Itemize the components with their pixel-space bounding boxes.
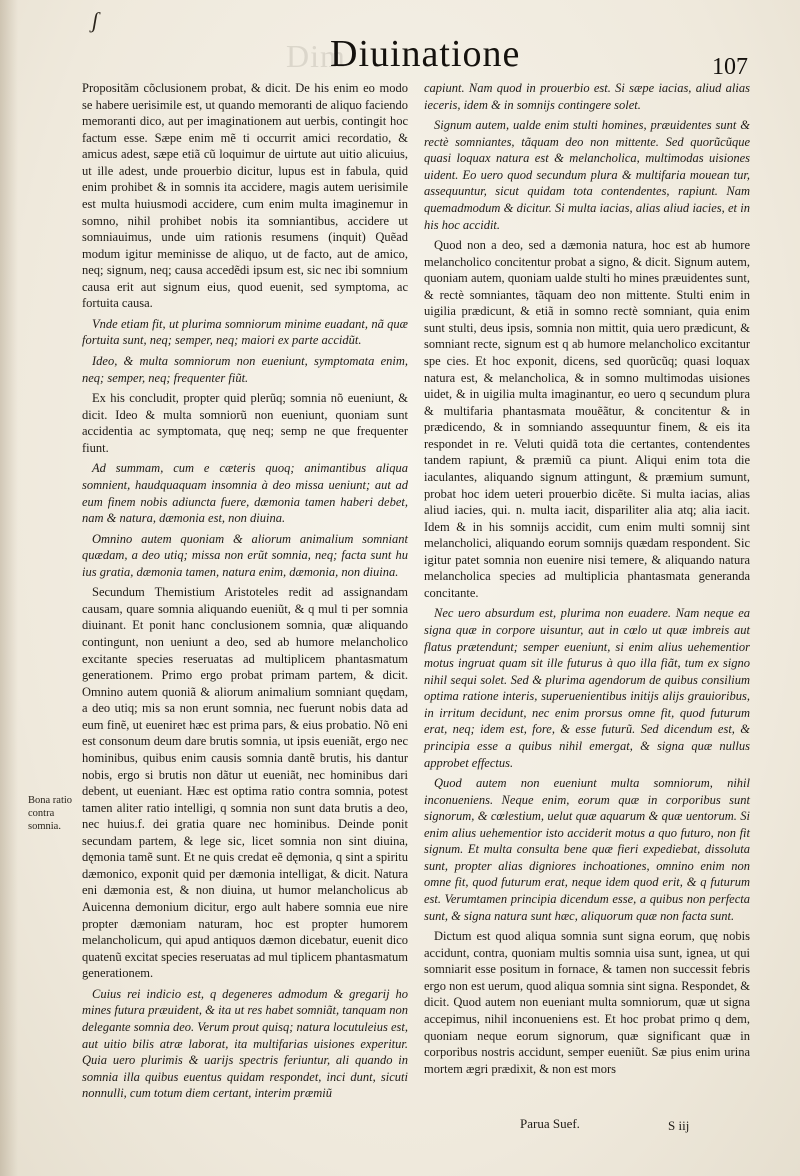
- paragraph: Propositãm cõclusionem probat, & dicit. De his enim eo modo se habere uerisimile est, ut quando memoranti de aliquo faciendo memoranti dico, aut per imaginationem aut uerbis, contingit hoc factum esse. Sæpe enim mẽ ti occurrit amici recordatio, & amicus adest, sæpe etiã cũ loquimur de uirtute aut uitio alicuius, ut ille adest, unde prouerbio dicitur, lupus est in fabula, quid enim prohibet & in somnis ita accidere, magis autem uerisimile est multa huiusmodi accidere, cum enim multa imaginemur in somno, nihil prohibet nobis ita somniantibus, accidere ut somniauimus, unde uim rationis resumens (inquit) Quẽad modum igitur meminisse de aliquo, ut de facto, aut de amico, neq; signum, neq; causa accedẽdi ipsum est, sic nec ibi somnium causa erit aut signum eius, quod euenit, sed symptoma, ac fortuita causa.: [82, 81, 408, 311]
- paragraph: Ex his concludit, propter quid plerũq; somnia nõ eueniunt, & dicit. Ideo & multa somniorũ non eueniunt, quoniam sunt accidentia ac symptomata, quę neq; semp ne que frequenter fiunt.: [82, 391, 408, 455]
- show-through-text: Dim: [286, 38, 346, 74]
- gutter-shadow: [0, 0, 18, 1176]
- paragraph: Ad summam, cum e cæteris quoq; animantibus aliqua somnient, haudquaquam insomnia à deo missa ueniunt; aut ad eum finem nobis adiuncta fuere, dæmonia tamen haberi debet, nam & natura, dæmonia est, non diuina.: [82, 461, 408, 526]
- paragraph: Dictum est quod aliqua somnia sunt signa eorum, quę nobis accidunt, contra, quoniam multis somnia uisa sunt, ignea, ut qui somniarit esse positum in fornace, & tamen non successit febris ergo non est uerum, quod aliqua somnia sint signa. Respondet, & dicit. Quod autem non eueniant multa somniorum, quæ ut signa accepimus, nihil inconueniens est. Et hoc probat primo q dem, quoniam neque eorum signorum, quæ significant quæ in corporibus nostris accidunt, semper eueniũt. Sæ pius enim urina mortem ægri prædixit, & non est mors: [424, 929, 750, 1076]
- running-signature: Parua Suef.: [520, 1116, 580, 1131]
- paragraph: Quod autem non eueniunt multa somniorum, nihil inconueniens. Neque enim, eorum quæ in corporibus sunt signorum, & cœlestium, uelut quæ aquarum & quæ uentorum. Si enim alius uehementior isto acciderit motus a quo futuro, non fit signum. Et multa consulta bene quæ fieri expediebat, dissoluta sunt, propter alias digniores inchoationes, omnino enim non omne fit, quod futurum erat, neque idem quod erit, & q futurum est. Verumtamen principia dicendum esse, a quibus non perfecta sunt, & signa natura sunt hæc, aliquorum quæ non facta sunt.: [424, 776, 750, 923]
- running-title: Diuinatione: [330, 33, 521, 75]
- paragraph: Signum autem, ualde enim stulti homines, præuidentes sunt & rectè somniantes, tãquam deo non mittente. Sed quorũcũque quasi loquax natura est & melancholica, multimodas uisiones uident. Eo uero quod secundum plura & multifaria mouean tur, assequuntur, sicut quidam tota contendentes, rapiunt. Nam quemadmodum & dicitur. Si multa iacias, alias aliud iacies, et in his hoc accidit.: [424, 118, 750, 232]
- page-header: [0, 28, 800, 80]
- corner-ink-mark: ʃ: [92, 8, 99, 33]
- sheet-mark: S iij: [668, 1118, 690, 1133]
- paragraph: Secundum Themistium Aristoteles redit ad assignandam causam, quare somnia aliquando eueniũt, & q mul ti per somnia diuinant. Et ponit hanc conclusionem somnia, quæ aliquando contingunt, non ueniunt a deo, sed ab humore melancholico excitante species reseruatas ad multiplicem phantasmatum generationem. Primo ergo probat primam partem, & dicit. Omnino autem quoniã & aliorum animalium somniant quędam, a deo utiq; mis sa non erunt somnia, nec fuerunt nobis data ad eum finẽ, ut eueniret hæc est prima pars, & eius probatio. Nõ eni est consonum deum dare brutis somnia, ut ipsis eueniãt, ergo nec hominibus, quibus enim causis somnia dantẽ brutis, his dantur nobis, ergo si brutis non dãtur ut eueniãt, nec hominibus dari debent, ut eueniant. Hæc est optima ratio contra somnia, potest tamen aliter ratio intelligi, q somnia non sunt data brutis a deo, nec huius.f. dei gratia quare nec hominibus. Deinde ponit secundam partem, & lege sic, licet somnia non sint diuina, dęmonia tamẽ sunt. Et ne quis credat eẽ dęmonia, q sint a spiritu dæmonico, exponit quid per dæmonia intelligat, & dicit. Natura eni dæmonia est, & non diuina, ut humor melancholicus ab Auicenna demonium dicitur, ergo ault habere somnia eue nire propter dæmoniam naturam, hoc est propter humorem melancholicum, qui apud antiquos dæmon dicebatur, euenit dico quatenũ excitat species reseruatas ad mul tiplicem phantasmatum generationem.: [82, 585, 408, 981]
- paragraph: Quod non a deo, sed a dæmonia natura, hoc est ab humore melancholico concitentur probat a signo, & dicit. Signum autem, quoniam autem, quoniam ualde stulti ho mines præuidentes sunt, & rectè somniantes, tãquam deo non mittente. Stulti enim in uigilia prædicunt, & etiã in somno rectè somniant, quia enim sunt stulti, deus ipsis, somnia non mittit, quia uero prædicunt, & somniant recte, signum est q ab humore melancholico excitantur spe cies. Et hoc exponit, dicens, sed quorũcũq; quasi loquax natura est, & melancholica, & in somno multimodas uisiones uidet, & in uigilia multa imaginantur, eo uero q secundum plura & multifaria phantasmata mouẽãtur, & concitentur & in prædicendo, & in somniando assequuntur finem, & eis ita respondet in re. Veluti quidã tota die certantes, contendentes tandem rapiunt, & præmiũ ca piunt. Aliqui enim tota die iaculantes, aliquando signum attingunt, & præmium sumunt, probat hoc idem ueteri prouerbio dicẽte. Si multa iacias, alias aliud iacies, qui. n. multa iacit, dispariliter alia atq; alia iacit. Idem & in his somnijs accidit, cum enim multi somnij sint melancholici, aliquando eorum somnijs quædam respondent. Sic igitur patet somnia non euenire nisi temere, & aliquando natura melancholica species ad multiplicia phantasmata generanda concitante.: [424, 238, 750, 600]
- paragraph: Ideo, & multa somniorum non eueniunt, symptomata enim, neq; semper, neq; frequenter fiũt.: [82, 354, 408, 385]
- left-text-column: [82, 80, 408, 1106]
- page-number: 107: [712, 54, 748, 80]
- paragraph: capiunt. Nam quod in prouerbio est. Si sæpe iacias, aliud alias ieceris, idem & in somnijs contingere solet.: [424, 81, 750, 112]
- paragraph: Nec uero absurdum est, plurima non euadere. Nam neque ea signa quæ in corpore uisuntur, aut in cœlo ut quæ imbreis aut flatus prætendunt; semper eueniunt, si enim alius uehementior motus ingruat quam sit ille futurus à quo illa fiãt, tum ex signo nihil sequi solet. Sed & plurima agendorum de quibus consilium optima ratione interis, superuenientibus initijs alijs grauioribus, in irritum decidunt, nec enim prorsus omne fit, quod futurum erat, neq; idem est, fore, & esse futurũ. Sed dicendum est, & principia esse a quibus nihil emergat, & signa quæ nullus approbet effectus.: [424, 606, 750, 770]
- marginal-note: Bona ratio contra somnia.: [28, 795, 73, 832]
- paragraph: Cuius rei indicio est, q degeneres admodum & gregarij ho mines futura præuident, & ita ut res habet somniãt, tanquam non delegante somnia deo. Verum prout quisq; natura locutuleius est, aut uitio bilis atræ laborat, ita multifarias uisiones experitur. Quia uero plurimis & uarijs spectris feriuntur, ali quando in somnia illa quibus euentus quidam respondet, inci dunt, sicuti nonnulli, cum totum diem certant, interim præmiũ: [82, 986, 408, 1101]
- right-text-column: [424, 80, 750, 1081]
- paragraph: Vnde etiam fit, ut plurima somniorum minime euadant, nã quæ fortuita sunt, neq; semper, neq; maiori ex parte accidũt.: [82, 316, 408, 348]
- paragraph: Omnino autem quoniam & aliorum animalium somniant quædam, a deo utiq; missa non erũt somnia, neq; facta sunt hu ius gratia, dæmonia tamen, natura enim, dæmonia, non diuina.: [82, 531, 408, 579]
